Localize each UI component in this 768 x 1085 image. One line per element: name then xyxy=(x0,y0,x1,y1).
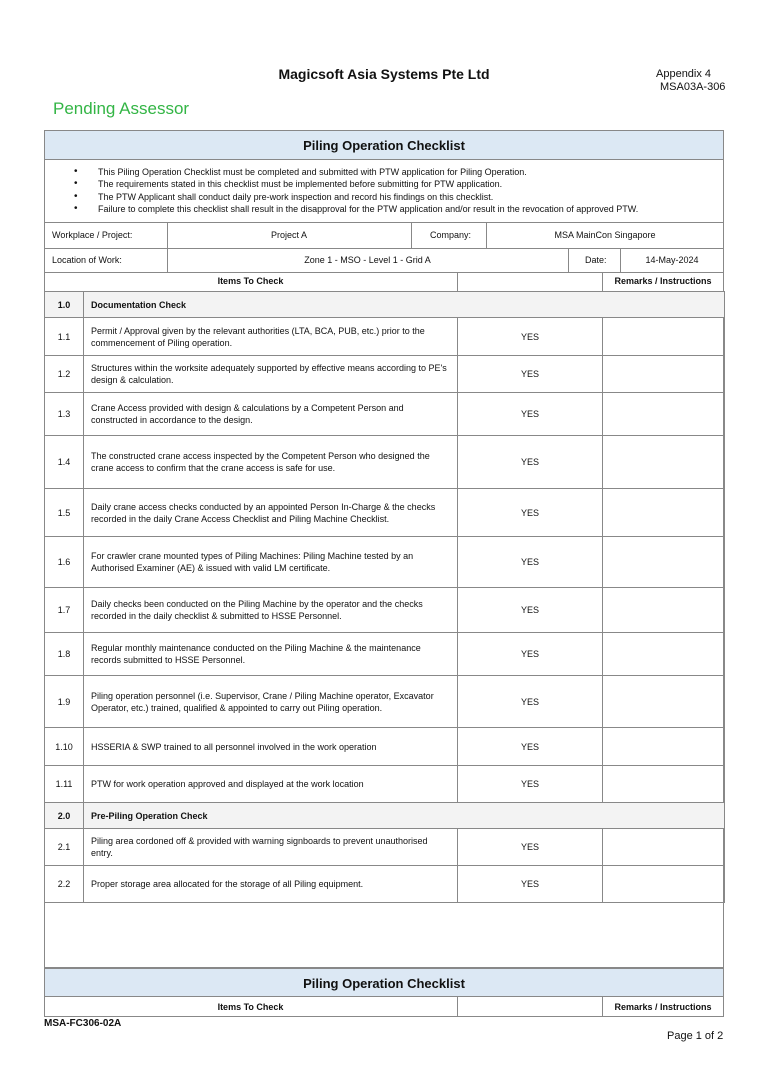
answer-cell: YES xyxy=(458,489,603,537)
item-text: Proper storage area allocated for the storage of all Piling equipment. xyxy=(84,866,458,903)
answer-cell: YES xyxy=(458,537,603,588)
appendix-ref-block xyxy=(656,68,725,94)
row-number: 1.5 xyxy=(45,489,84,537)
remarks-cell xyxy=(603,436,725,489)
location-value: Zone 1 - MSO - Level 1 - Grid A xyxy=(304,255,431,265)
appendix-label: Appendix 4 xyxy=(656,68,712,80)
item-text: For crawler crane mounted types of Piling Machines: Piling Machine tested by an Authorised Examiner (AE) & issued with valid LM certificate. xyxy=(84,537,458,588)
divider xyxy=(44,272,724,273)
answer-cell: YES xyxy=(458,393,603,436)
answer-cell: YES xyxy=(458,436,603,489)
remarks-cell xyxy=(603,356,725,393)
remarks-column-header: Remarks / Instructions xyxy=(614,276,712,286)
answer-cell: YES xyxy=(458,866,603,903)
remarks-column-header-repeat: Remarks / Instructions xyxy=(614,1002,712,1012)
table-row xyxy=(45,728,725,766)
row-number: 2.0 xyxy=(45,803,84,829)
item-text: Permit / Approval given by the relevant authorities (LTA, BCA, PUB, etc.) prior to the commencement of Piling operation. xyxy=(84,318,458,356)
instruction-item: • The PTW Applicant shall conduct daily pre-work inspection and record his findings on this checklist. xyxy=(74,191,638,203)
row-number: 1.10 xyxy=(45,728,84,766)
items-column-header-repeat: Items To Check xyxy=(217,1002,284,1012)
row-number: 1.9 xyxy=(45,676,84,728)
section-row xyxy=(45,803,725,829)
row-number: 1.7 xyxy=(45,588,84,633)
remarks-cell xyxy=(603,866,725,903)
item-text: Daily checks been conducted on the Piling Machine by the operator and the checks recorded in the daily checklist & submitted to HSSE Personnel. xyxy=(84,588,458,633)
table-row xyxy=(45,676,725,728)
table-row xyxy=(45,318,725,356)
answer-cell: YES xyxy=(458,829,603,866)
item-text: Crane Access provided with design & calculations by a Competent Person and constructed in accordance to the design. xyxy=(84,393,458,436)
table-row xyxy=(45,436,725,489)
remarks-cell xyxy=(603,318,725,356)
row-number: 1.1 xyxy=(45,318,84,356)
remarks-cell xyxy=(603,676,725,728)
date-label: Date: xyxy=(585,255,607,265)
divider xyxy=(44,1016,724,1017)
answer-cell: YES xyxy=(458,588,603,633)
item-text: Piling area cordoned off & provided with warning signboards to prevent unauthorised entry. xyxy=(84,829,458,866)
table-row xyxy=(45,588,725,633)
answer-cell: YES xyxy=(458,728,603,766)
divider xyxy=(411,222,412,248)
answer-cell: YES xyxy=(458,766,603,803)
table-row xyxy=(45,829,725,866)
form-code: MSA-FC306-02A xyxy=(44,1018,122,1029)
answer-cell: YES xyxy=(458,356,603,393)
item-text: Daily crane access checks conducted by an appointed Person In-Charge & the checks recorded in the daily Crane Access Checklist and Piling Machine Checklist. xyxy=(84,489,458,537)
item-text: Regular monthly maintenance conducted on the Piling Machine & the maintenance records submitted to HSSE Personnel. xyxy=(84,633,458,676)
answer-cell: YES xyxy=(458,633,603,676)
row-number: 2.2 xyxy=(45,866,84,903)
item-text: PTW for work operation approved and displayed at the work location xyxy=(84,766,458,803)
checklist-title-repeat: Piling Operation Checklist xyxy=(303,976,465,991)
item-text: HSSERIA & SWP trained to all personnel involved in the work operation xyxy=(84,728,458,766)
item-text: Piling operation personnel (i.e. Supervisor, Crane / Piling Machine operator, Excavator Operator, etc.) trained, qualified & appointed to carry out Piling operation. xyxy=(84,676,458,728)
table-row xyxy=(45,866,725,903)
date-value: 14-May-2024 xyxy=(645,255,699,265)
table-row xyxy=(45,537,725,588)
remarks-cell xyxy=(603,633,725,676)
row-number: 1.2 xyxy=(45,356,84,393)
section-title: Pre-Piling Operation Check xyxy=(84,803,725,829)
section-row xyxy=(45,292,725,318)
row-number: 1.4 xyxy=(45,436,84,489)
checklist-title-band-repeat xyxy=(44,968,724,997)
remarks-cell xyxy=(603,728,725,766)
table-row xyxy=(45,356,725,393)
row-number: 1.11 xyxy=(45,766,84,803)
company-value: MSA MainCon Singapore xyxy=(554,230,656,240)
divider xyxy=(457,997,458,1017)
checklist-title-band xyxy=(44,130,724,160)
divider xyxy=(44,248,724,249)
remarks-cell xyxy=(603,489,725,537)
remarks-cell xyxy=(603,766,725,803)
instructions-list xyxy=(74,166,638,215)
row-number: 1.0 xyxy=(45,292,84,318)
workplace-label: Workplace / Project: xyxy=(52,230,133,240)
divider xyxy=(457,272,458,291)
company-name: Magicsoft Asia Systems Pte Ltd xyxy=(278,66,490,82)
items-column-header: Items To Check xyxy=(217,276,284,286)
instruction-item: • This Piling Operation Checklist must be completed and submitted with PTW application for Piling Operation. xyxy=(74,166,638,178)
document-reference: MSA03A-306 xyxy=(660,81,726,93)
workplace-value: Project A xyxy=(270,230,308,240)
table-row xyxy=(45,633,725,676)
company-label: Company: xyxy=(430,230,472,240)
row-number: 2.1 xyxy=(45,829,84,866)
row-number: 1.6 xyxy=(45,537,84,588)
divider xyxy=(44,222,724,223)
checklist-table xyxy=(44,291,725,903)
item-text: The constructed crane access inspected by the Competent Person who designed the crane access to confirm that the crane access is safe for use. xyxy=(84,436,458,489)
row-number: 1.8 xyxy=(45,633,84,676)
instruction-item: • Failure to complete this checklist shall result in the disapproval for the PTW application and/or result in the revocation of approved PTW. xyxy=(74,203,638,215)
remarks-cell xyxy=(603,537,725,588)
table-row xyxy=(45,393,725,436)
location-label: Location of Work: xyxy=(52,255,122,265)
divider xyxy=(568,248,569,272)
answer-cell: YES xyxy=(458,676,603,728)
remarks-cell xyxy=(603,393,725,436)
table-row xyxy=(45,489,725,537)
checklist-title: Piling Operation Checklist xyxy=(303,138,465,153)
instruction-item: • The requirements stated in this checklist must be implemented before submitting for PTW application. xyxy=(74,178,638,190)
remarks-cell xyxy=(603,588,725,633)
answer-cell: YES xyxy=(458,318,603,356)
status-label: Pending Assessor xyxy=(53,99,190,118)
section-title: Documentation Check xyxy=(84,292,725,318)
row-number: 1.3 xyxy=(45,393,84,436)
page-number: Page 1 of 2 xyxy=(667,1030,724,1042)
remarks-cell xyxy=(603,829,725,866)
table-row xyxy=(45,766,725,803)
item-text: Structures within the worksite adequately supported by effective means according to PE's design & calculation. xyxy=(84,356,458,393)
